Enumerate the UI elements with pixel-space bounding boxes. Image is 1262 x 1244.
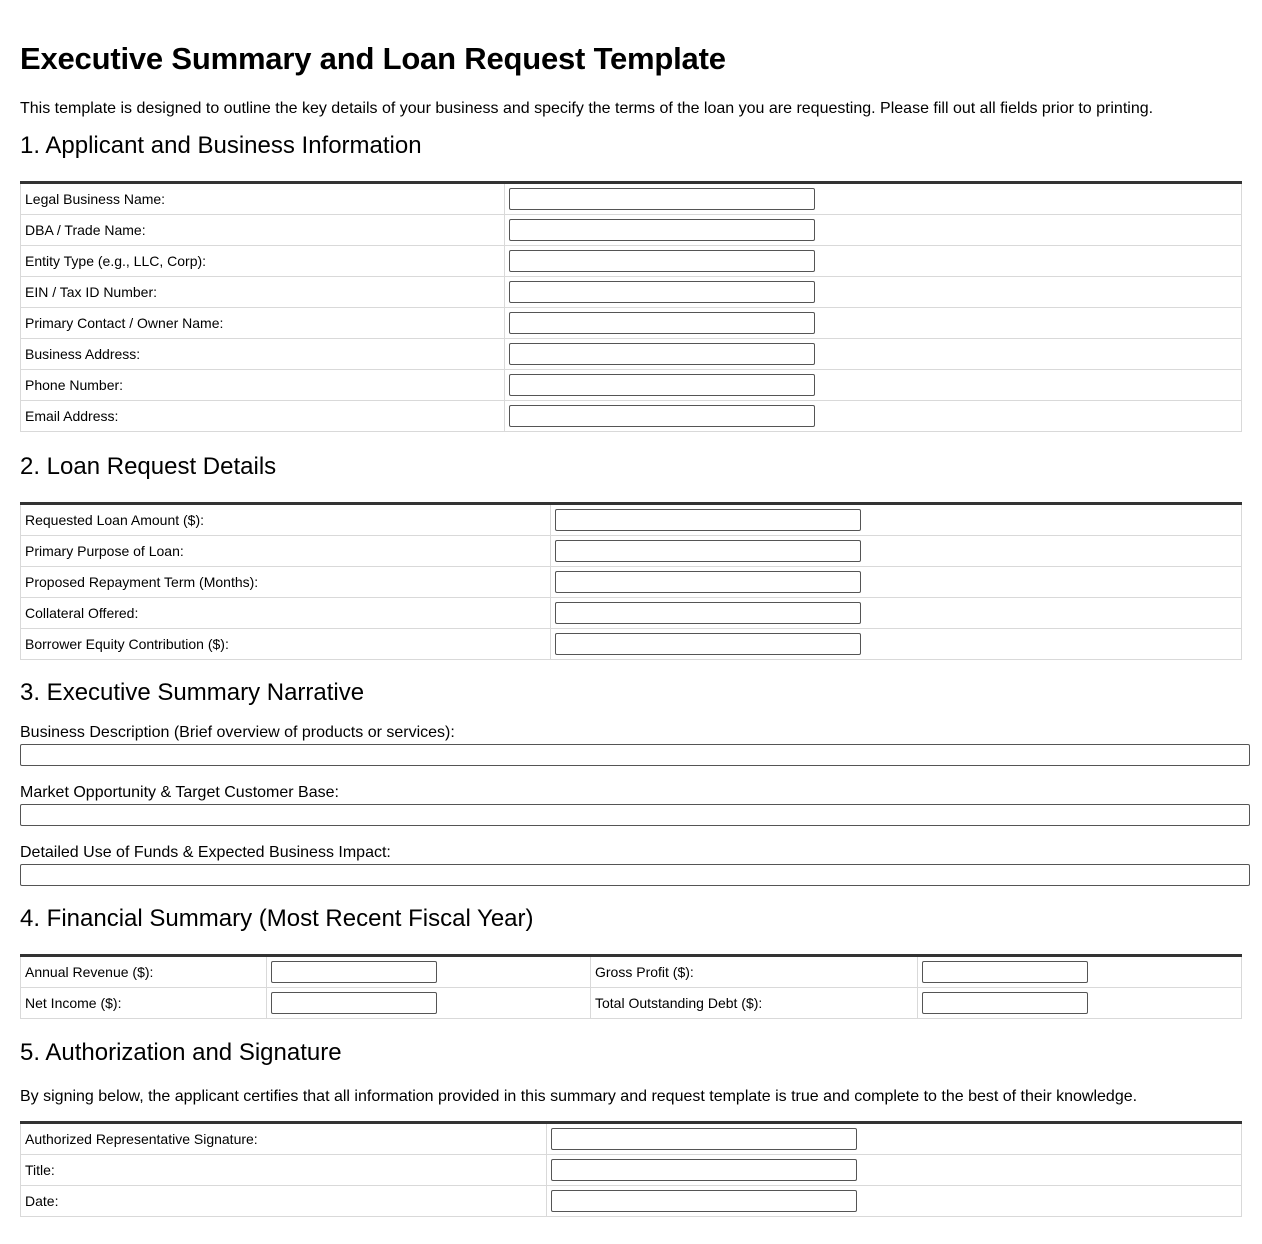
field-cell	[505, 246, 1242, 277]
field-cell	[267, 988, 591, 1019]
field-label: Business Address:	[21, 339, 505, 370]
field-cell	[551, 567, 1242, 598]
applicant-info-table	[20, 181, 1242, 432]
market-opportunity-field[interactable]	[20, 804, 1250, 826]
business-description-label: Business Description (Brief overview of products or services):	[20, 724, 455, 741]
table-row	[21, 988, 1242, 1019]
business-description-field[interactable]	[20, 744, 1250, 766]
field-label: Collateral Offered:	[21, 598, 551, 629]
field-cell	[505, 277, 1242, 308]
field-label: Gross Profit ($):	[591, 956, 918, 988]
table-row	[21, 629, 1242, 660]
field-cell	[551, 598, 1242, 629]
field-cell	[918, 988, 1242, 1019]
field-cell	[267, 956, 591, 988]
field-cell	[551, 536, 1242, 567]
field-label: DBA / Trade Name:	[21, 215, 505, 246]
field-cell	[505, 215, 1242, 246]
field-cell	[551, 629, 1242, 660]
authorization-table	[20, 1121, 1242, 1217]
certification-text: By signing below, the applicant certifies that all information provided in this summary and request template is true and complete to the best of their knowledge.	[20, 1088, 1138, 1105]
field-label: Authorized Representative Signature:	[21, 1123, 547, 1155]
field-label: Title:	[21, 1155, 547, 1186]
use-of-funds-label: Detailed Use of Funds & Expected Business Impact:	[20, 844, 391, 861]
outstanding-debt-field[interactable]	[922, 992, 1088, 1014]
table-row	[21, 1155, 1242, 1186]
field-cell	[547, 1186, 1242, 1217]
table-row	[21, 598, 1242, 629]
field-label: Email Address:	[21, 401, 505, 432]
field-label: Total Outstanding Debt ($):	[591, 988, 918, 1019]
table-row	[21, 308, 1242, 339]
entity-type-field[interactable]	[509, 250, 815, 272]
field-cell	[505, 370, 1242, 401]
collateral-field[interactable]	[555, 602, 861, 624]
field-cell	[547, 1155, 1242, 1186]
phone-number-field[interactable]	[509, 374, 815, 396]
market-opportunity-label: Market Opportunity & Target Customer Base:	[20, 784, 339, 801]
field-label: Annual Revenue ($):	[21, 956, 267, 988]
section-heading-loan: 2. Loan Request Details	[20, 453, 277, 480]
section-heading-authorization: 5. Authorization and Signature	[20, 1039, 342, 1066]
table-row	[21, 1123, 1242, 1155]
field-cell	[505, 339, 1242, 370]
loan-amount-field[interactable]	[555, 509, 861, 531]
field-cell	[547, 1123, 1242, 1155]
table-row	[21, 183, 1242, 215]
table-row	[21, 339, 1242, 370]
field-label: Requested Loan Amount ($):	[21, 504, 551, 536]
field-cell	[505, 401, 1242, 432]
field-label: Legal Business Name:	[21, 183, 505, 215]
table-row	[21, 370, 1242, 401]
section-heading-narrative: 3. Executive Summary Narrative	[20, 679, 365, 706]
table-row	[21, 504, 1242, 536]
use-of-funds-field[interactable]	[20, 864, 1250, 886]
section-heading-applicant: 1. Applicant and Business Information	[20, 132, 422, 159]
dba-trade-name-field[interactable]	[509, 219, 815, 241]
net-income-field[interactable]	[271, 992, 437, 1014]
section-heading-financial: 4. Financial Summary (Most Recent Fiscal Year)	[20, 905, 534, 932]
annual-revenue-field[interactable]	[271, 961, 437, 983]
primary-contact-field[interactable]	[509, 312, 815, 334]
table-row	[21, 1186, 1242, 1217]
field-label: Proposed Repayment Term (Months):	[21, 567, 551, 598]
signature-field[interactable]	[551, 1128, 857, 1150]
field-label: Date:	[21, 1186, 547, 1217]
field-label: Net Income ($):	[21, 988, 267, 1019]
ein-tax-id-field[interactable]	[509, 281, 815, 303]
loan-details-table	[20, 502, 1242, 660]
loan-purpose-field[interactable]	[555, 540, 861, 562]
table-row	[21, 215, 1242, 246]
table-row	[21, 956, 1242, 988]
email-address-field[interactable]	[509, 405, 815, 427]
field-cell	[505, 183, 1242, 215]
field-label: Primary Contact / Owner Name:	[21, 308, 505, 339]
field-label: EIN / Tax ID Number:	[21, 277, 505, 308]
date-field[interactable]	[551, 1190, 857, 1212]
title-field[interactable]	[551, 1159, 857, 1181]
field-label: Primary Purpose of Loan:	[21, 536, 551, 567]
business-address-field[interactable]	[509, 343, 815, 365]
table-row	[21, 567, 1242, 598]
page-title: Executive Summary and Loan Request Template	[20, 41, 726, 76]
table-row	[21, 277, 1242, 308]
field-label: Borrower Equity Contribution ($):	[21, 629, 551, 660]
field-label: Entity Type (e.g., LLC, Corp):	[21, 246, 505, 277]
equity-contribution-field[interactable]	[555, 633, 861, 655]
financial-summary-table	[20, 954, 1242, 1019]
field-cell	[505, 308, 1242, 339]
repayment-term-field[interactable]	[555, 571, 861, 593]
gross-profit-field[interactable]	[922, 961, 1088, 983]
table-row	[21, 536, 1242, 567]
intro-text: This template is designed to outline the key details of your business and specify the terms of the loan you are requesting. Please fill out all fields prior to printing.	[20, 100, 1154, 117]
table-row	[21, 246, 1242, 277]
table-row	[21, 401, 1242, 432]
field-label: Phone Number:	[21, 370, 505, 401]
field-cell	[551, 504, 1242, 536]
legal-business-name-field[interactable]	[509, 188, 815, 210]
field-cell	[918, 956, 1242, 988]
